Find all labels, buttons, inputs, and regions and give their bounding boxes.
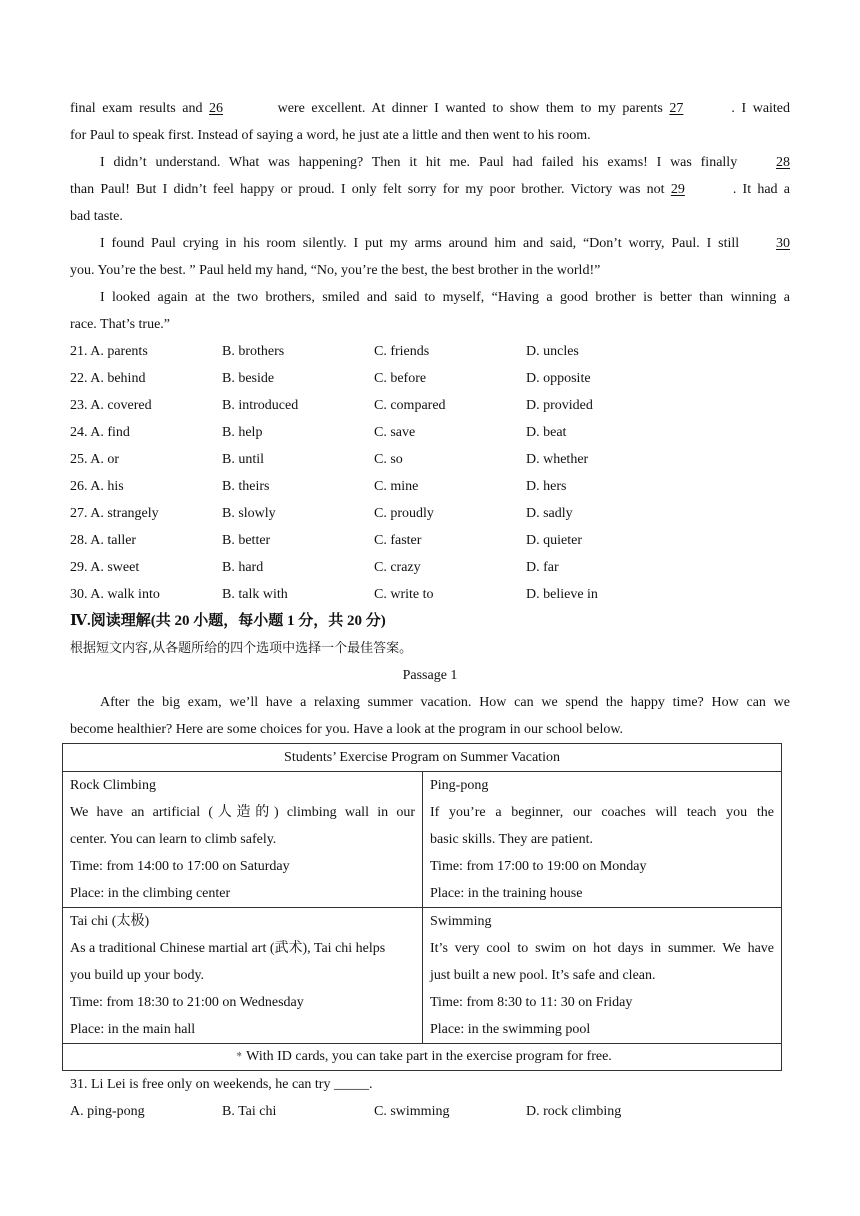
- activity-name: Swimming: [430, 914, 492, 929]
- option-a: 26. A. his: [70, 479, 124, 494]
- passage-line: [70, 176, 790, 203]
- option-c: C. swimming: [374, 1104, 450, 1119]
- question-31: [70, 1071, 790, 1125]
- option-d: D. rock climbing: [526, 1104, 622, 1119]
- table-cell-swimming: [423, 908, 782, 1044]
- activity-desc: basic skills. They are patient.: [430, 832, 594, 847]
- option-b: B. Tai chi: [222, 1104, 277, 1119]
- table-note: ﹡With ID cards, you can take part in the exercise program for free.: [63, 1044, 782, 1071]
- option-a: A. ping-pong: [70, 1104, 145, 1119]
- option-d: D. hers: [526, 479, 567, 494]
- option-a: 22. A. behind: [70, 371, 146, 386]
- activity-name: Rock Climbing: [70, 778, 156, 793]
- blank-30: 30: [776, 236, 791, 251]
- option-d: D. quieter: [526, 533, 582, 548]
- option-b: B. theirs: [222, 479, 270, 494]
- blank-28: 28: [776, 155, 791, 170]
- table-title: Students’ Exercise Program on Summer Vacation: [63, 744, 782, 772]
- option-d: D. sadly: [526, 506, 573, 521]
- option-b: B. help: [222, 425, 263, 440]
- passage-line: you. You’re the best. ” Paul held my hand, “No, you’re the best, the best brother in the world!”: [70, 263, 601, 278]
- passage-line: [70, 95, 790, 122]
- activity-desc: As a traditional Chinese martial art (武术), Tai chi helps: [70, 941, 386, 956]
- intro-line: become healthier? Here are some choices for you. Have a look at the program in our school below.: [70, 722, 624, 737]
- activity-desc: If you’re a beginner, our coaches will teach you the: [430, 805, 774, 820]
- option-a: 25. A. or: [70, 452, 119, 467]
- option-a: 29. A. sweet: [70, 560, 140, 575]
- activity-place: Place: in the training house: [430, 886, 583, 901]
- option-c: C. before: [374, 371, 427, 386]
- passage-page: [70, 95, 790, 743]
- activity-place: Place: in the swimming pool: [430, 1022, 591, 1037]
- option-row: [70, 419, 790, 446]
- blank-29: 29: [670, 182, 685, 197]
- activity-name: Ping-pong: [430, 778, 489, 793]
- option-row: [70, 446, 790, 473]
- question-stem: 31. Li Lei is free only on weekends, he can try _____.: [70, 1077, 373, 1092]
- option-c: C. mine: [374, 479, 419, 494]
- option-d: D. opposite: [526, 371, 591, 386]
- activity-desc: you build up your body.: [70, 968, 205, 983]
- option-d: D. beat: [526, 425, 567, 440]
- option-c: C. compared: [374, 398, 446, 413]
- table-cell-tai-chi: [63, 908, 423, 1044]
- option-d: D. whether: [526, 452, 589, 467]
- passage-title: Passage 1: [402, 668, 458, 683]
- section-heading: Ⅳ.阅读理解(共 20 小题，每小题 1 分，共 20 分): [70, 613, 386, 629]
- activity-desc: It’s very cool to swim on hot days in summer. We have: [430, 941, 774, 956]
- option-b: B. better: [222, 533, 271, 548]
- option-c: C. write to: [374, 587, 434, 602]
- option-b: B. slowly: [222, 506, 276, 521]
- option-b: B. brothers: [222, 344, 285, 359]
- activity-desc: center. You can learn to climb safely.: [70, 832, 277, 847]
- section-instruction: 根据短文内容,从各题所给的四个选项中选择一个最佳答案。: [70, 641, 413, 656]
- option-c: C. faster: [374, 533, 422, 548]
- text-fragment: . I waited: [731, 101, 791, 116]
- option-c: C. crazy: [374, 560, 421, 575]
- activity-place: Place: in the main hall: [70, 1022, 196, 1037]
- option-c: C. so: [374, 452, 403, 467]
- activity-desc: We have an artificial (人造的) climbing wall in our: [70, 805, 415, 820]
- passage-line: I looked again at the two brothers, smiled and said to myself, “Having a good brother is better than winning a: [100, 290, 790, 305]
- text-fragment: were excellent. At dinner I wanted to show them to my parents: [277, 101, 663, 116]
- text-fragment: final exam results and: [70, 101, 203, 116]
- passage-line: bad taste.: [70, 209, 123, 224]
- table-cell-rock-climbing: [63, 772, 423, 908]
- activity-name: Tai chi (太极): [70, 914, 150, 929]
- activity-time: Time: from 18:30 to 21:00 on Wednesday: [70, 995, 304, 1010]
- text-fragment: I found Paul crying in his room silently. I put my arms around him and said, “Don’t worry, Paul. I still: [100, 236, 740, 251]
- exercise-program-table: [62, 743, 782, 1071]
- option-b: B. hard: [222, 560, 264, 575]
- option-a: 27. A. strangely: [70, 506, 159, 521]
- activity-time: Time: from 14:00 to 17:00 on Saturday: [70, 859, 290, 874]
- activity-time: Time: from 8:30 to 11: 30 on Friday: [430, 995, 633, 1010]
- option-b: B. until: [222, 452, 265, 467]
- activity-time: Time: from 17:00 to 19:00 on Monday: [430, 859, 647, 874]
- option-b: B. introduced: [222, 398, 299, 413]
- option-row: [70, 473, 790, 500]
- passage-line: race. That’s true.”: [70, 317, 171, 332]
- option-c: C. friends: [374, 344, 430, 359]
- passage-line: [70, 149, 790, 176]
- activity-place: Place: in the climbing center: [70, 886, 231, 901]
- option-row: [70, 365, 790, 392]
- option-d: D. provided: [526, 398, 593, 413]
- option-a: 21. A. parents: [70, 344, 148, 359]
- option-row: [70, 527, 790, 554]
- blank-26: 26: [209, 101, 224, 116]
- option-d: D. uncles: [526, 344, 579, 359]
- option-row: [70, 392, 790, 419]
- intro-line: After the big exam, we’ll have a relaxing summer vacation. How can we spend the happy time? How can we: [100, 695, 790, 710]
- option-a: 23. A. covered: [70, 398, 152, 413]
- options-list: [70, 338, 790, 608]
- option-row: [70, 554, 790, 581]
- blank-27: 27: [669, 101, 684, 116]
- passage-line: [70, 230, 790, 257]
- option-c: C. save: [374, 425, 416, 440]
- option-row: [70, 338, 790, 365]
- text-fragment: . It had a: [732, 182, 790, 197]
- option-row: [70, 581, 790, 608]
- option-d: D. believe in: [526, 587, 598, 602]
- option-a: 30. A. walk into: [70, 587, 160, 602]
- option-row: [70, 500, 790, 527]
- option-b: B. beside: [222, 371, 275, 386]
- text-fragment: than Paul! But I didn’t feel happy or proud. I only felt sorry for my poor brother. Victory was not: [70, 182, 665, 197]
- activity-desc: just built a new pool. It’s safe and clean.: [430, 968, 656, 983]
- option-a: 24. A. find: [70, 425, 130, 440]
- option-b: B. talk with: [222, 587, 288, 602]
- option-c: C. proudly: [374, 506, 434, 521]
- text-fragment: I didn’t understand. What was happening? Then it hit me. Paul had failed his exams! I was finally: [100, 155, 738, 170]
- option-d: D. far: [526, 560, 559, 575]
- table-cell-ping-pong: [423, 772, 782, 908]
- option-a: 28. A. taller: [70, 533, 137, 548]
- passage-line: for Paul to speak first. Instead of saying a word, he just ate a little and then went to his room.: [70, 128, 591, 143]
- option-row: [70, 1098, 790, 1125]
